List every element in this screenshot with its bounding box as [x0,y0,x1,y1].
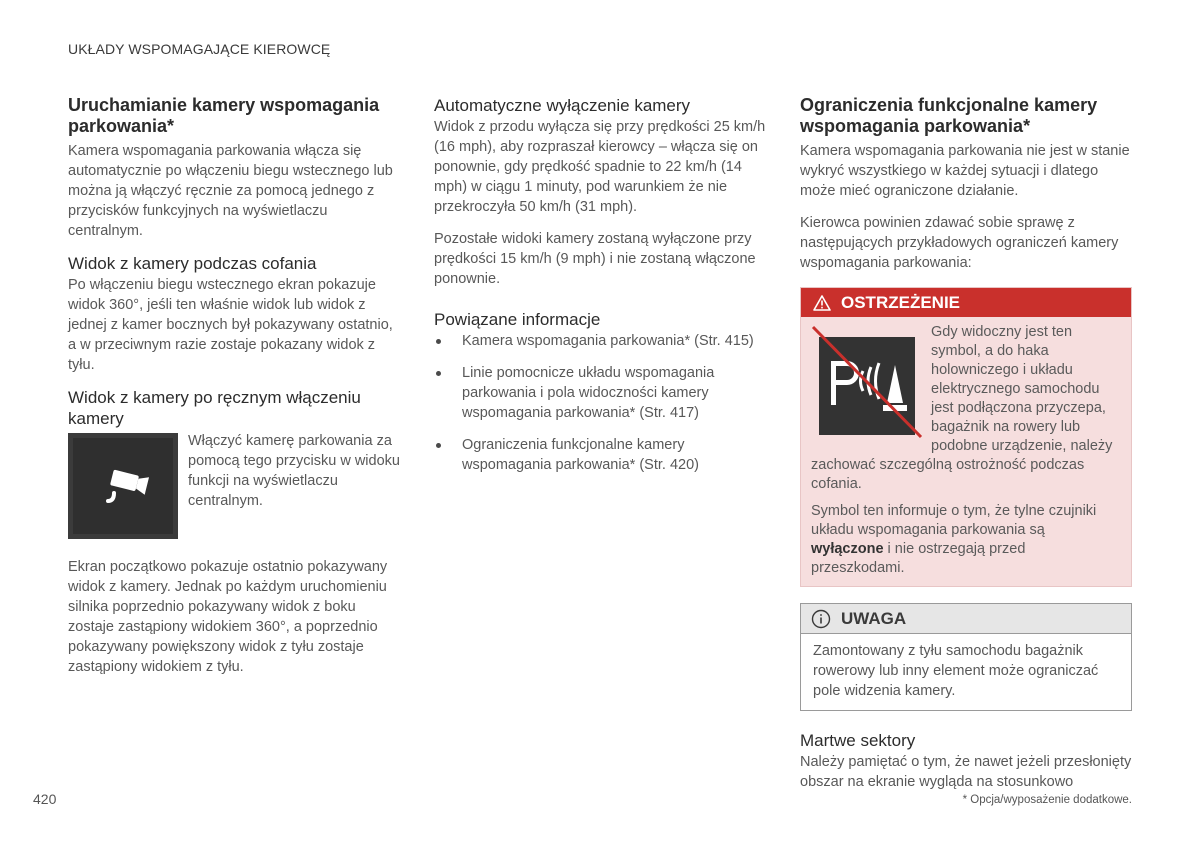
related-links-list [434,331,769,475]
note-box [800,603,1132,711]
note-text: Zamontowany z tyłu samochodu bagażnik rowerowy lub inny element może ograniczać pole widzenia kamery. [813,643,1099,699]
heading-camera-activation: Uruchamianie kamery wspomagania parkowania* [68,95,380,136]
paragraph: Kamera wspomagania parkowania nie jest w stanie wykryć wszystkiego w każdej sytuacji i dlatego może mieć ograniczone działanie. [800,143,1130,199]
warning-header [801,288,1131,317]
paragraph: Należy pamiętać o tym, że nawet jeżeli przesłonięty obszar na ekranie wygląda na stosunkowo [800,754,1132,790]
column-1 [68,95,403,689]
warning-text: Gdy widoczny jest ten symbol, a do haka holowniczego i układu elektrycznego samochodu jest podłączona przyczepa, bagażnik na rowery lub podobne urządzenie, należy zachować szczególną ostrożność podczas cofania. [811,324,1113,492]
info-icon [811,609,831,629]
heading-auto-off: Automatyczne wyłączenie kamery [434,96,691,115]
related-link[interactable]: Ograniczenia funkcjonalne kamery wspomagania parkowania* (Str. 420) [434,435,769,475]
related-link[interactable]: Kamera wspomagania parkowania* (Str. 415) [434,331,769,351]
warning-title: OSTRZEŻENIE [841,292,961,312]
section-header: UKŁADY WSPOMAGAJĄCE KIEROWCĘ [68,41,331,57]
note-header [801,604,1131,634]
heading-manual-view: Widok z kamery po ręcznym włączeniu kamery [68,388,361,428]
note-title: UWAGA [841,608,907,628]
paragraph: Kamera wspomagania parkowania włącza się automatycznie po włączeniu biegu wstecznego lub można ją włączyć ręcznie za pomocą jednego z przycisków funkcyjnych na wyświetlaczu centralnym. [68,143,393,239]
column-2 [434,95,769,487]
camera-icon [102,467,150,507]
paragraph: Po włączeniu biegu wstecznego ekran pokazuje widok 360°, jeśli ten właśnie widok lub widok z jednej z kamer bocznych był pokazywany ostatnio, a w przeciwnym razie zostaje pokazany widok z tyłu. [68,277,393,373]
column-3 [800,95,1132,804]
warning-text-2: Symbol ten informuje o tym, że tylne czujniki układu wspomagania parkowania są wyłączone i nie ostrzegają przed przeszkodami. [811,503,1097,576]
camera-button-row [68,431,403,539]
paragraph: Widok z przodu wyłącza się przy prędkości 25 km/h (16 mph), aby rozpraszał kierowcy – włącza się on ponownie, gdy prędkość spadnie to 22 km/h (14 mph) w ciągu 1 minuty, pod warunkiem że nie przekroczyła 50 km/h (31 mph). [434,119,766,215]
related-link[interactable]: Linie pomocnicze układu wspomagania parkowania i pola widoczności kamery wspomagania parkowania* (Str. 417) [434,363,769,423]
warning-box [800,287,1132,587]
paragraph: Ekran początkowo pokazuje ostatnio pokazywany widok z kamery. Jednak po każdym uruchomieniu silnika poprzednio pokazywany widok z boku zostaje zastąpiony widokiem 360°, a poprzednio pokazywany powiększony widok z tyłu zostaje zastąpiony widokiem z tyłu. [68,559,388,675]
parking-sensor-off-symbol [811,325,923,443]
heading-limitations: Ograniczenia funkcjonalne kamery wspomagania parkowania* [800,95,1098,136]
footnote: * Opcja/wyposażenie dodatkowe. [962,794,1132,806]
paragraph: Włączyć kamerę parkowania za pomocą tego przycisku w widoku funkcji na wyświetlaczu centralnym. [188,433,400,509]
page-number: 420 [33,791,57,807]
paragraph: Pozostałe widoki kamery zostaną wyłączone przy prędkości 15 km/h (9 mph) i nie zostaną włączone ponownie. [434,231,756,287]
parking-sensor-off-icon [811,325,923,443]
heading-blind-spots: Martwe sektory [800,731,916,750]
heading-related-info: Powiązane informacje [434,310,601,329]
camera-function-button [68,433,178,539]
warning-triangle-icon [813,295,831,311]
paragraph: Kierowca powinien zdawać sobie sprawę z następujących przykładowych ograniczeń kamery wspomagania parkowania: [800,215,1119,271]
heading-reverse-view: Widok z kamery podczas cofania [68,254,317,273]
